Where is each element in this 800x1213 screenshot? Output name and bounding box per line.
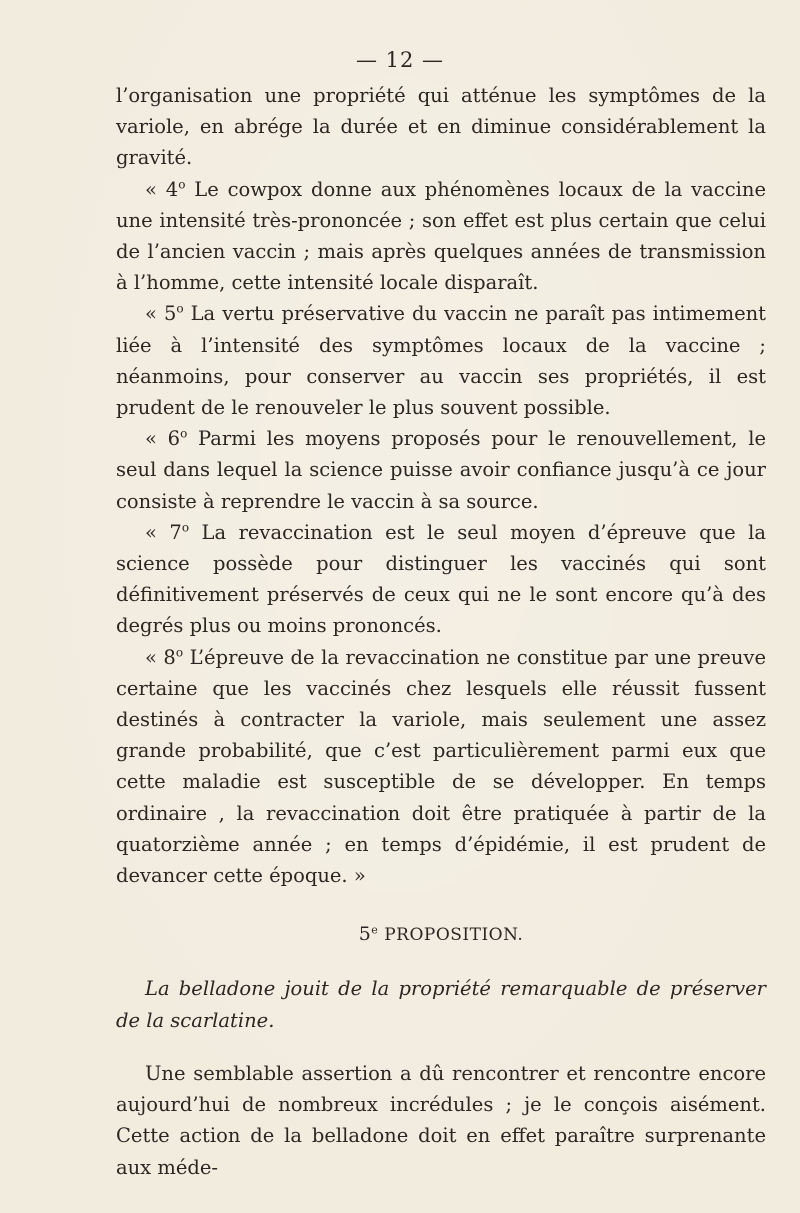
paragraph-continuation: l’organisation une propriété qui atténue les symptômes de la variole, en abrége la durée et en diminue considérablement la gravité. bbox=[116, 84, 766, 170]
heading-text: PROPOSITION. bbox=[378, 925, 524, 946]
ordinal-mark: o bbox=[178, 177, 186, 192]
paragraph-item-4 bbox=[116, 174, 766, 299]
ordinal-mark: o bbox=[180, 426, 188, 441]
heading-ordinal: e bbox=[371, 923, 379, 937]
heading-number: 5 bbox=[358, 923, 372, 946]
item-text: La revaccination est le seul moyen d’épreuve que la science possède pour distinguer les vaccinés qui sont définitivement préservés de ceux qui ne le sont encore qu’à des degrés plus ou moins prononcés. bbox=[116, 520, 766, 638]
item-text: La vertu préservative du vaccin ne paraît pas intimement liée à l’intensité des symptômes locaux de la vaccine ; néanmoins, pour conserver au vaccin ses propriétés, il est prudent de le renouveler le plus souvent possible. bbox=[116, 302, 766, 420]
ordinal-mark: o bbox=[176, 301, 184, 316]
item-number: « 7 bbox=[145, 520, 182, 544]
page-number: — 12 — bbox=[355, 48, 445, 72]
paragraph-item-6 bbox=[116, 423, 766, 517]
ordinal-mark: o bbox=[175, 645, 184, 660]
item-number: « 5 bbox=[145, 302, 177, 326]
item-text: Le cowpox donne aux phénomènes locaux de la vaccine une intensité très-prononcée ; son effet est plus certain que celui de l’ancien vaccin ; mais après quelques années de transmission à l’homme, cette intensité locale disparaît. bbox=[116, 177, 766, 295]
item-number: « 6 bbox=[145, 427, 181, 451]
proposition-statement: La belladone jouit de la propriété remarquable de préserver de la scarlatine. bbox=[116, 977, 766, 1032]
paragraph-item-8 bbox=[116, 642, 766, 892]
item-number: « 8 bbox=[145, 645, 176, 669]
ordinal-mark: o bbox=[181, 520, 190, 535]
paragraph-item-5 bbox=[116, 298, 766, 423]
paragraph-discussion: Une semblable assertion a dû rencontrer et rencontre encore aujourd’hui de nombreux incrédules ; je le conçois aisément. Cette action de la belladone doit en effet paraître surprenante aux méde- bbox=[116, 1061, 766, 1179]
item-text: L’épreuve de la revaccination ne constitue par une preuve certaine que les vaccinés chez lesquels elle réussit fussent destinés à contracter la variole, mais seulement une assez grande probabilité, que c’est particulièrement parmi eux que cette maladie est susceptible de se développer. En temps ordinaire , la revaccination doit être pratiquée à partir de la quatorzième année ; en temps d’épidémie, il est prudent de devancer cette époque. » bbox=[116, 645, 766, 888]
item-number: « 4 bbox=[145, 177, 179, 201]
item-text: Parmi les moyens proposés pour le renouvellement, le seul dans lequel la science puisse avoir confiance jusqu’à ce jour consiste à reprendre le vaccin à sa source. bbox=[116, 427, 766, 513]
paragraph-item-7 bbox=[116, 517, 766, 642]
body-text bbox=[116, 80, 766, 1183]
section-heading bbox=[116, 919, 766, 951]
